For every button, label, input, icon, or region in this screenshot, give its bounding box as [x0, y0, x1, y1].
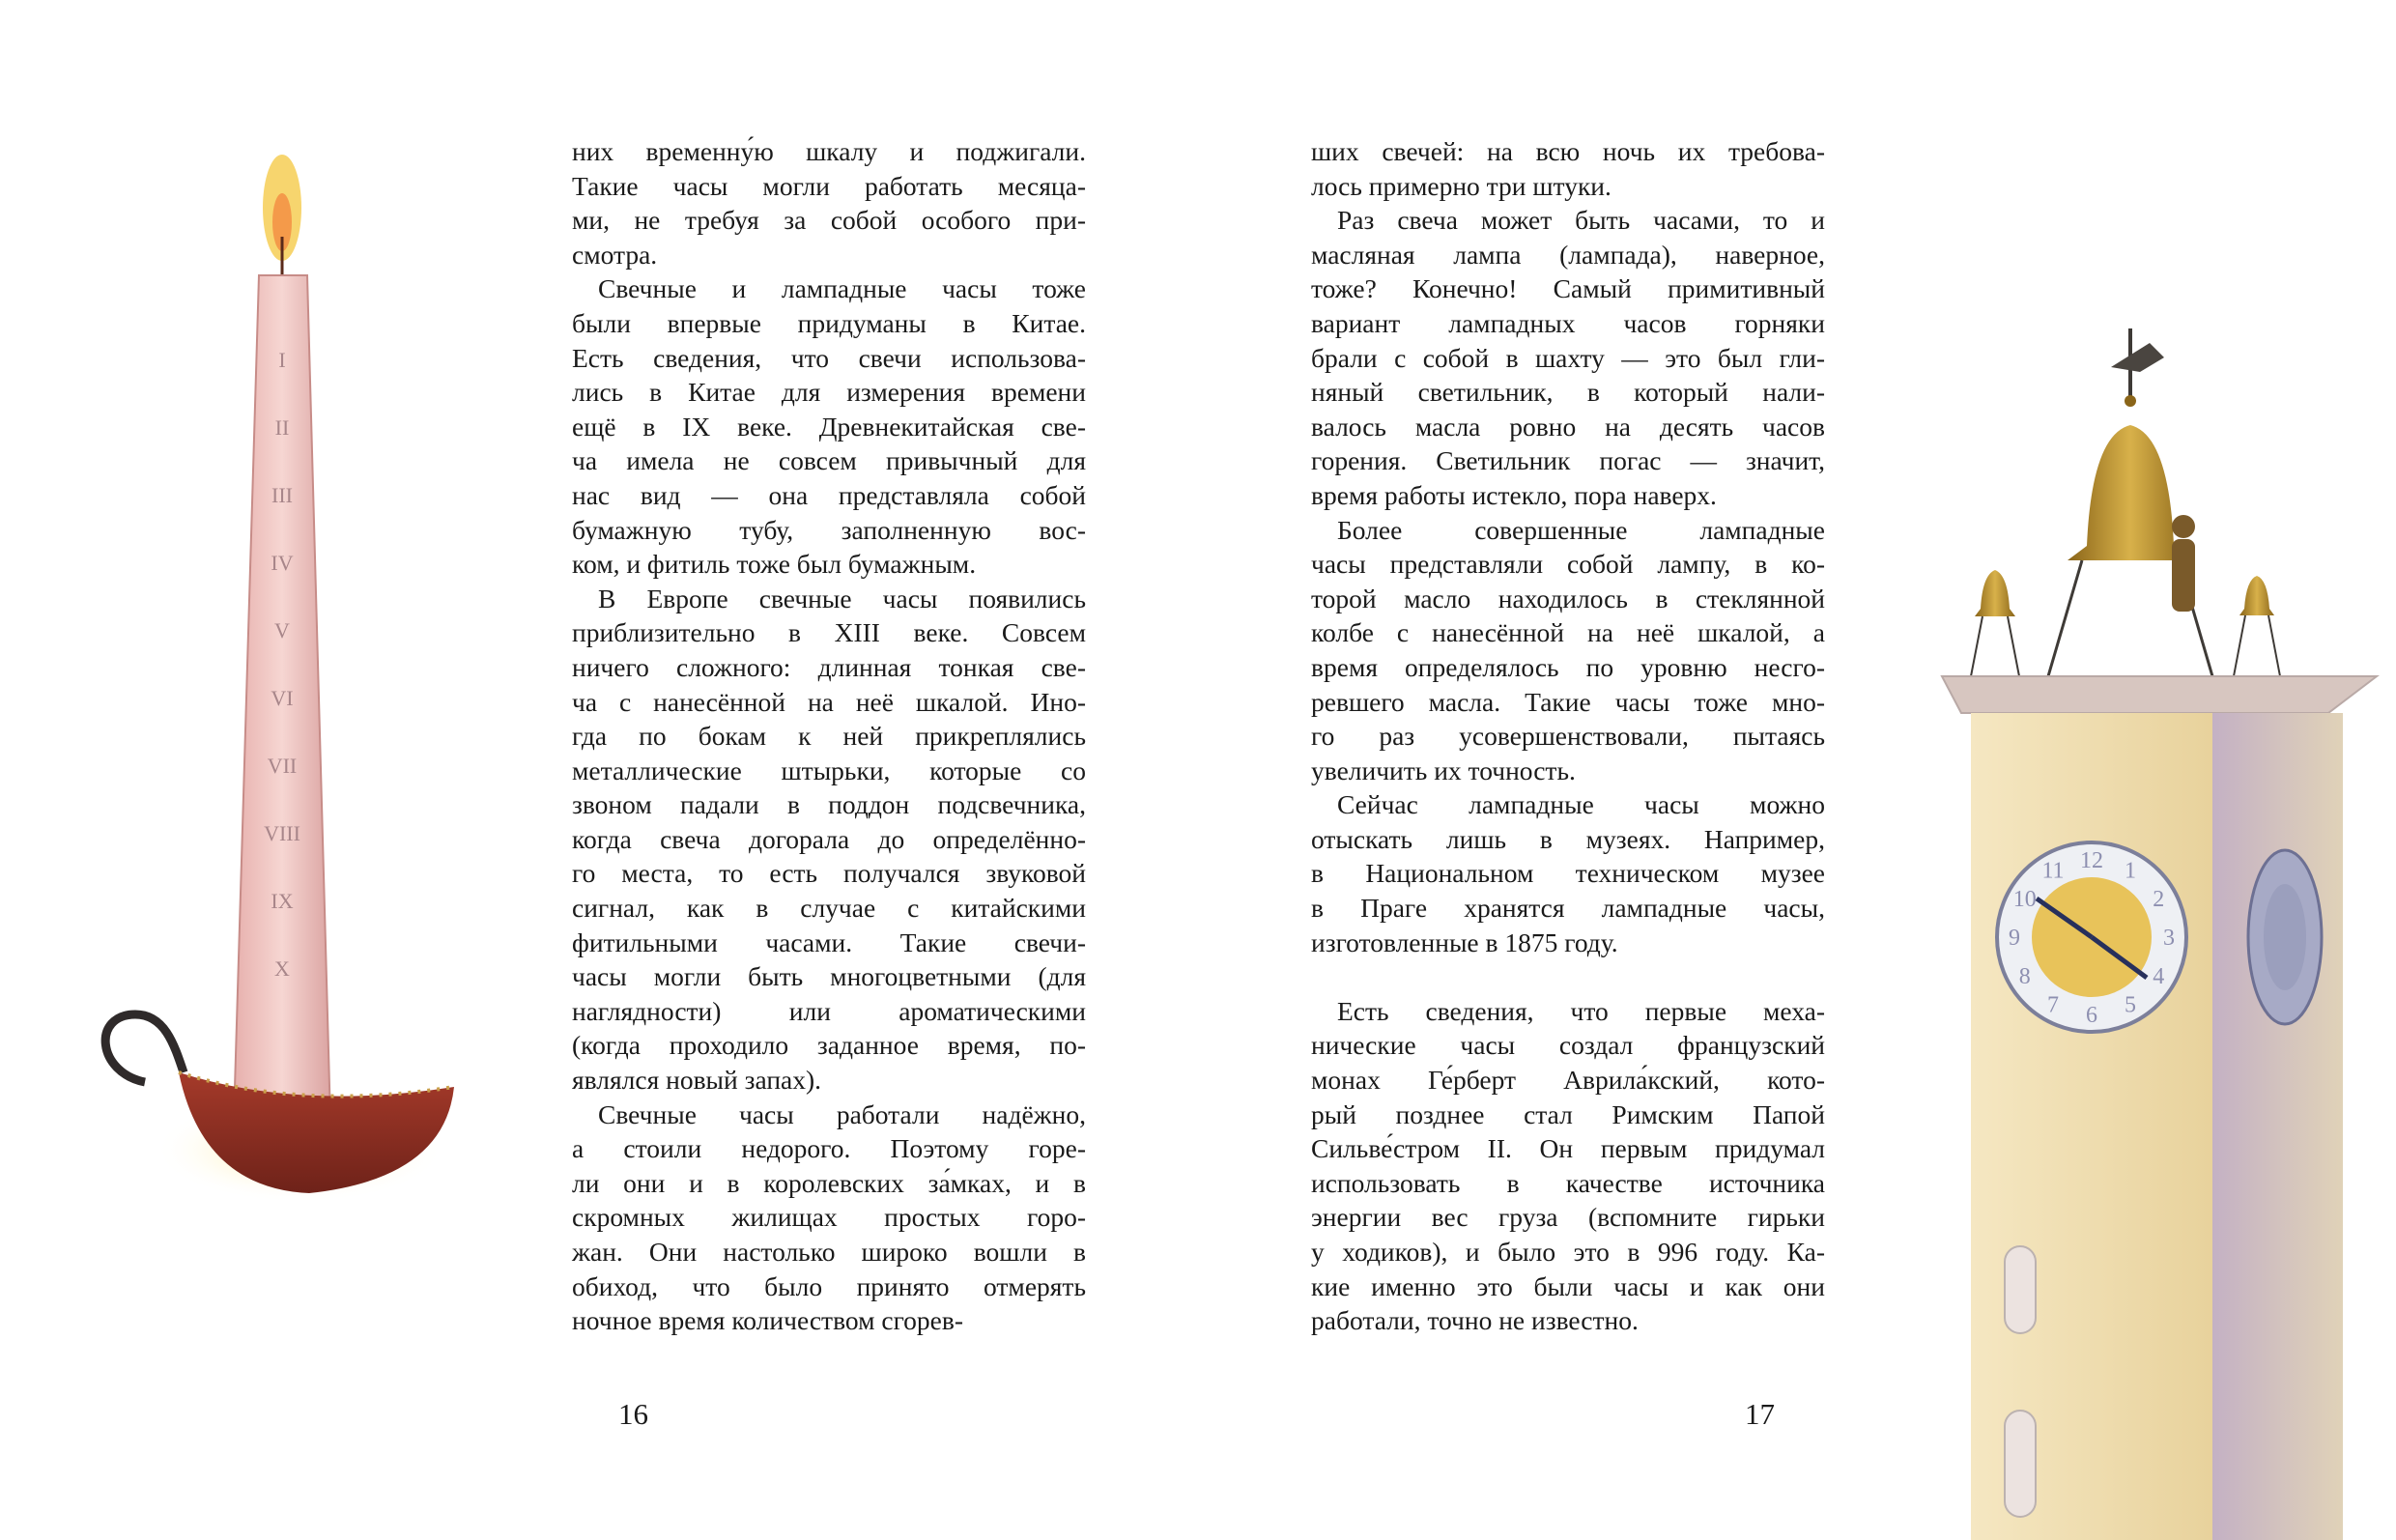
clock-numeral: 2 [2153, 887, 2165, 912]
text-line: ночное время количеством сгорев- [572, 1305, 964, 1336]
text-line: тоже? Конечно! Самый примитивный [1311, 273, 1825, 304]
text-line: Раз свеча может быть часами, то и [1337, 205, 1825, 236]
candle-scale-mark: III [271, 483, 293, 507]
text-line: а стоили недорого. Поэтому горе- [572, 1133, 1086, 1164]
text-line: в Праге хранятся лампадные часы, [1311, 893, 1825, 924]
text-line: время работы истекло, пора наверх. [1311, 479, 1717, 510]
text-line: рый позднее стал Римским Папой [1311, 1098, 1825, 1129]
clock-numeral: 7 [2047, 992, 2059, 1018]
text-line: ком, и фитиль тоже был бумажным. [572, 549, 977, 580]
candle-scale-mark: I [278, 348, 286, 372]
clock-numeral: 4 [2153, 964, 2165, 989]
candle-scale-mark: IV [271, 551, 294, 575]
text-line: торой масло находилось в стеклянной [1311, 583, 1825, 613]
tower-front-face [1971, 713, 2212, 1540]
text-line: звоном падали в поддон подсвечника, [572, 789, 1086, 820]
tower-side-face [2212, 713, 2343, 1540]
text-line: них временну́ю шкалу и поджигали. [572, 136, 1086, 166]
text-line: брали с собой в шахту — это был гли- [1311, 342, 1825, 373]
text-line: часы могли быть многоцветными (для [572, 961, 1086, 992]
side-clock-icon [2248, 850, 2322, 1024]
text-line: ли они и в королевских за́мках, и в [572, 1167, 1086, 1198]
text-line: монах Ге́рберт Аврила́кский, кото- [1311, 1065, 1825, 1096]
text-line: нические часы создал французский [1311, 1030, 1825, 1061]
clock-numeral: 12 [2080, 848, 2103, 873]
text-line: Свечные и лампадные часы тоже [598, 273, 1086, 304]
text-line: время определялось по уровню несго- [1311, 651, 1825, 682]
left-page-text [572, 134, 1086, 1338]
candle-holder-handle [105, 1014, 184, 1082]
weathervane-icon [2111, 328, 2164, 407]
clock-face-icon [1997, 842, 2186, 1032]
text-line: го места, то есть получался звуковой [572, 858, 1086, 889]
candle-scale-mark: VII [267, 754, 298, 778]
text-line: кие именно это были часы и как они [1311, 1270, 1825, 1301]
small-bell-left-icon [1971, 570, 2019, 676]
candle-scale-mark: X [274, 956, 290, 981]
text-line: у ходиков), и было это в 996 году. Ка- [1311, 1237, 1825, 1267]
text-line: нас вид — она представляла собой [572, 479, 1086, 510]
candle-scale-mark: IX [271, 889, 294, 913]
text-line: в Национальном техническом музее [1311, 858, 1825, 889]
text-line: увеличить их точность. [1311, 755, 1576, 785]
text-line: лись в Китае для измерения времени [572, 377, 1086, 408]
text-line: скромных жилищах простых горо- [572, 1202, 1086, 1233]
page-number-right: 17 [1745, 1397, 1775, 1431]
text-line: обиход, что было принято отмерять [572, 1270, 1086, 1301]
candle-scale-mark: II [274, 415, 290, 440]
text-line: Свечные часы работали надёжно, [598, 1098, 1086, 1129]
text-line: Сейчас лампадные часы можно [1337, 789, 1825, 820]
text-line: приблизительно в XIII веке. Совсем [572, 617, 1086, 648]
text-line: валось масла ровно на десять часов [1311, 411, 1825, 442]
text-line: гда по бокам к ней прикреплялись [572, 721, 1086, 752]
text-line: колбе с нанесённой на неё шкалой, а [1311, 617, 1825, 648]
text-line: изготовленные в 1875 году. [1311, 927, 1618, 957]
text-line: использовать в качестве источника [1311, 1167, 1825, 1198]
right-page-text [1311, 134, 1825, 1338]
text-line: ничего сложного: длинная тонкая све- [572, 651, 1086, 682]
small-bell-right-icon [2234, 576, 2280, 676]
candle-scale-mark: VIII [264, 821, 300, 845]
text-line: ших свечей: на всю ночь их требова- [1311, 136, 1825, 166]
text-line: ча с нанесённой на неё шкалой. Ино- [572, 686, 1086, 717]
text-line: масляная лампа (лампада), наверное, [1311, 239, 1825, 270]
text-line: ми, не требуя за собой особого при- [572, 205, 1086, 236]
text-line: го раз усовершенствовали, пытаясь [1311, 721, 1825, 752]
clock-numeral: 1 [2125, 858, 2136, 884]
text-line: В Европе свечные часы появились [598, 583, 1086, 613]
text-line: Сильве́стром II. Он первым придумал [1311, 1133, 1825, 1164]
candle-scale-mark: VI [271, 686, 294, 710]
text-line: жан. Они настолько широко вошли в [572, 1237, 1086, 1267]
text-line: ещё в IX веке. Древнекитайская све- [572, 411, 1086, 442]
text-line: горения. Светильник погас — значит, [1311, 445, 1825, 476]
candle-scale-mark: V [274, 618, 290, 642]
clock-numeral: 6 [2086, 1003, 2097, 1028]
bell-ringer-figure-icon [2172, 515, 2195, 612]
text-line: Есть сведения, что первые меха- [1337, 995, 1825, 1026]
text-line: ча имела не совсем привычный для [572, 445, 1086, 476]
flame-icon [263, 155, 301, 275]
text-line: Такие часы могли работать месяца- [572, 170, 1086, 201]
text-line: Есть сведения, что свечи использова- [572, 342, 1086, 373]
text-line: Более совершенные лампадные [1337, 514, 1825, 545]
clock-numeral: 10 [2012, 887, 2037, 912]
clock-numeral: 5 [2125, 992, 2136, 1018]
text-line: когда свеча догорала до определённо- [572, 823, 1086, 854]
clock-numeral: 9 [2009, 926, 2020, 951]
text-line: отыскать лишь в музеях. Например, [1311, 823, 1825, 854]
text-line: лось примерно три штуки. [1311, 170, 1612, 201]
text-line: работали, точно не известно. [1311, 1305, 1639, 1336]
tower-window-lower [2005, 1411, 2036, 1517]
text-line: часы представляли собой лампу, в ко- [1311, 549, 1825, 580]
clock-numeral: 3 [2163, 926, 2175, 951]
clock-numeral: 11 [2041, 858, 2065, 884]
text-line: няный светильник, в который нали- [1311, 377, 1825, 408]
tower-window-upper [2005, 1246, 2036, 1333]
text-line: вариант лампадных часов горняки [1311, 307, 1825, 338]
text-line: (когда проходило заданное время, по- [572, 1030, 1086, 1061]
text-line: фитильными часами. Такие свечи- [572, 927, 1086, 957]
text-line: металлические штырьки, которые со [572, 755, 1086, 785]
clock-numeral: 8 [2018, 964, 2031, 989]
text-line: бумажную тубу, заполненную вос- [572, 514, 1086, 545]
text-line: являлся новый запах). [572, 1065, 822, 1096]
text-line: были впервые придуманы в Китае. [572, 307, 1086, 338]
page-number-left: 16 [618, 1397, 648, 1431]
candle-clock-illustration [77, 145, 464, 1227]
text-line: ревшего масла. Такие часы тоже мно- [1311, 686, 1825, 717]
text-line: наглядности) или ароматическими [572, 995, 1086, 1026]
clock-tower-illustration [1923, 309, 2396, 1540]
text-line: сигнал, как в случае с китайскими [572, 893, 1086, 924]
tower-ledge [1942, 676, 2377, 713]
text-line: смотра. [572, 239, 658, 270]
text-line: энергии вес груза (вспомните гирьки [1311, 1202, 1825, 1233]
